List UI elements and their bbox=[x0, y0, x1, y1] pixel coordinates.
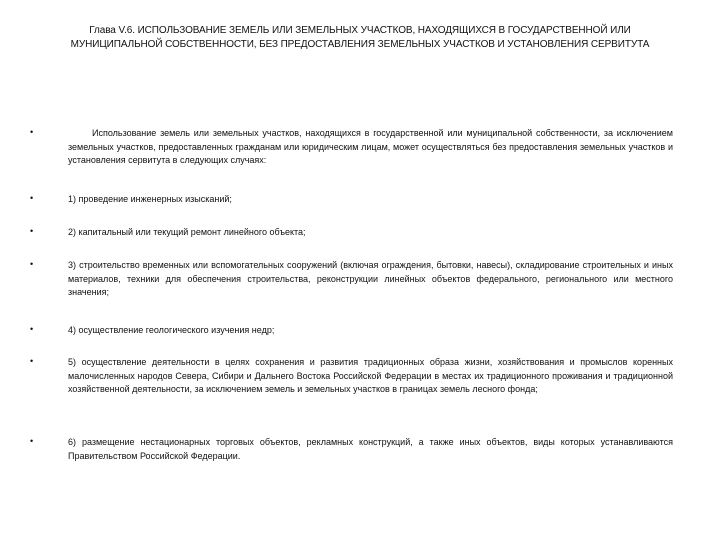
bullet-icon: • bbox=[30, 226, 34, 236]
title-line-2: МУНИЦИПАЛЬНОЙ СОБСТВЕННОСТИ, БЕЗ ПРЕДОСТАВЛЕНИЯ ЗЕМЕЛЬНЫХ УЧАСТКОВ И УСТАНОВЛЕНИЯ СЕРВИТУТА bbox=[70, 39, 650, 50]
list-item-text: 2) капитальный или текущий ремонт линейного объекта; bbox=[68, 227, 306, 237]
bullet-icon: • bbox=[30, 436, 34, 446]
bullet-icon: • bbox=[30, 356, 34, 366]
list-item-text: 4) осуществление геологического изучения недр; bbox=[68, 325, 275, 335]
bullet-icon: • bbox=[30, 193, 34, 203]
list-item-text: Использование земель или земельных участков, находящихся в государственной или муниципальной собственности, за исключением земельных участков, предоставленных гражданам или юридическим лицам, может осуществляться без предоставления земельных участков и установления сервитута в следующих случаях: bbox=[68, 128, 673, 166]
bullet-icon: • bbox=[30, 259, 34, 269]
list-item-text: 6) размещение нестационарных торговых объектов, рекламных конструкций, а также иных объектов, виды которых устанавливаются Правительством Российской Федерации. bbox=[68, 437, 673, 461]
list-item-text: 1) проведение инженерных изысканий; bbox=[68, 194, 232, 204]
page-title bbox=[40, 24, 680, 52]
title-line-1: Глава V.6. ИСПОЛЬЗОВАНИЕ ЗЕМЕЛЬ ИЛИ ЗЕМЕЛЬНЫХ УЧАСТКОВ, НАХОДЯЩИХСЯ В ГОСУДАРСТВЕННОЙ ИЛИ bbox=[89, 25, 631, 36]
list-item-text: 3) строительство временных или вспомогательных сооружений (включая ограждения, бытовки, навесы), складирование строительных и иных материалов, техники для обеспечения строительства, реконструкции линейных объектов федерального, регионального или местного значения; bbox=[68, 260, 673, 298]
bullet-icon: • bbox=[30, 324, 34, 334]
bullet-icon: • bbox=[30, 127, 34, 137]
list-item-text: 5) осуществление деятельности в целях сохранения и развития традиционных образа жизни, хозяйствования и промыслов коренных малочисленных народов Севера, Сибири и Дальнего Востока Российской Федерации в местах их традиционного проживания и традиционной хозяйственной деятельности, за исключением земель и земельных участков в границах земель лесного фонда; bbox=[68, 357, 673, 395]
